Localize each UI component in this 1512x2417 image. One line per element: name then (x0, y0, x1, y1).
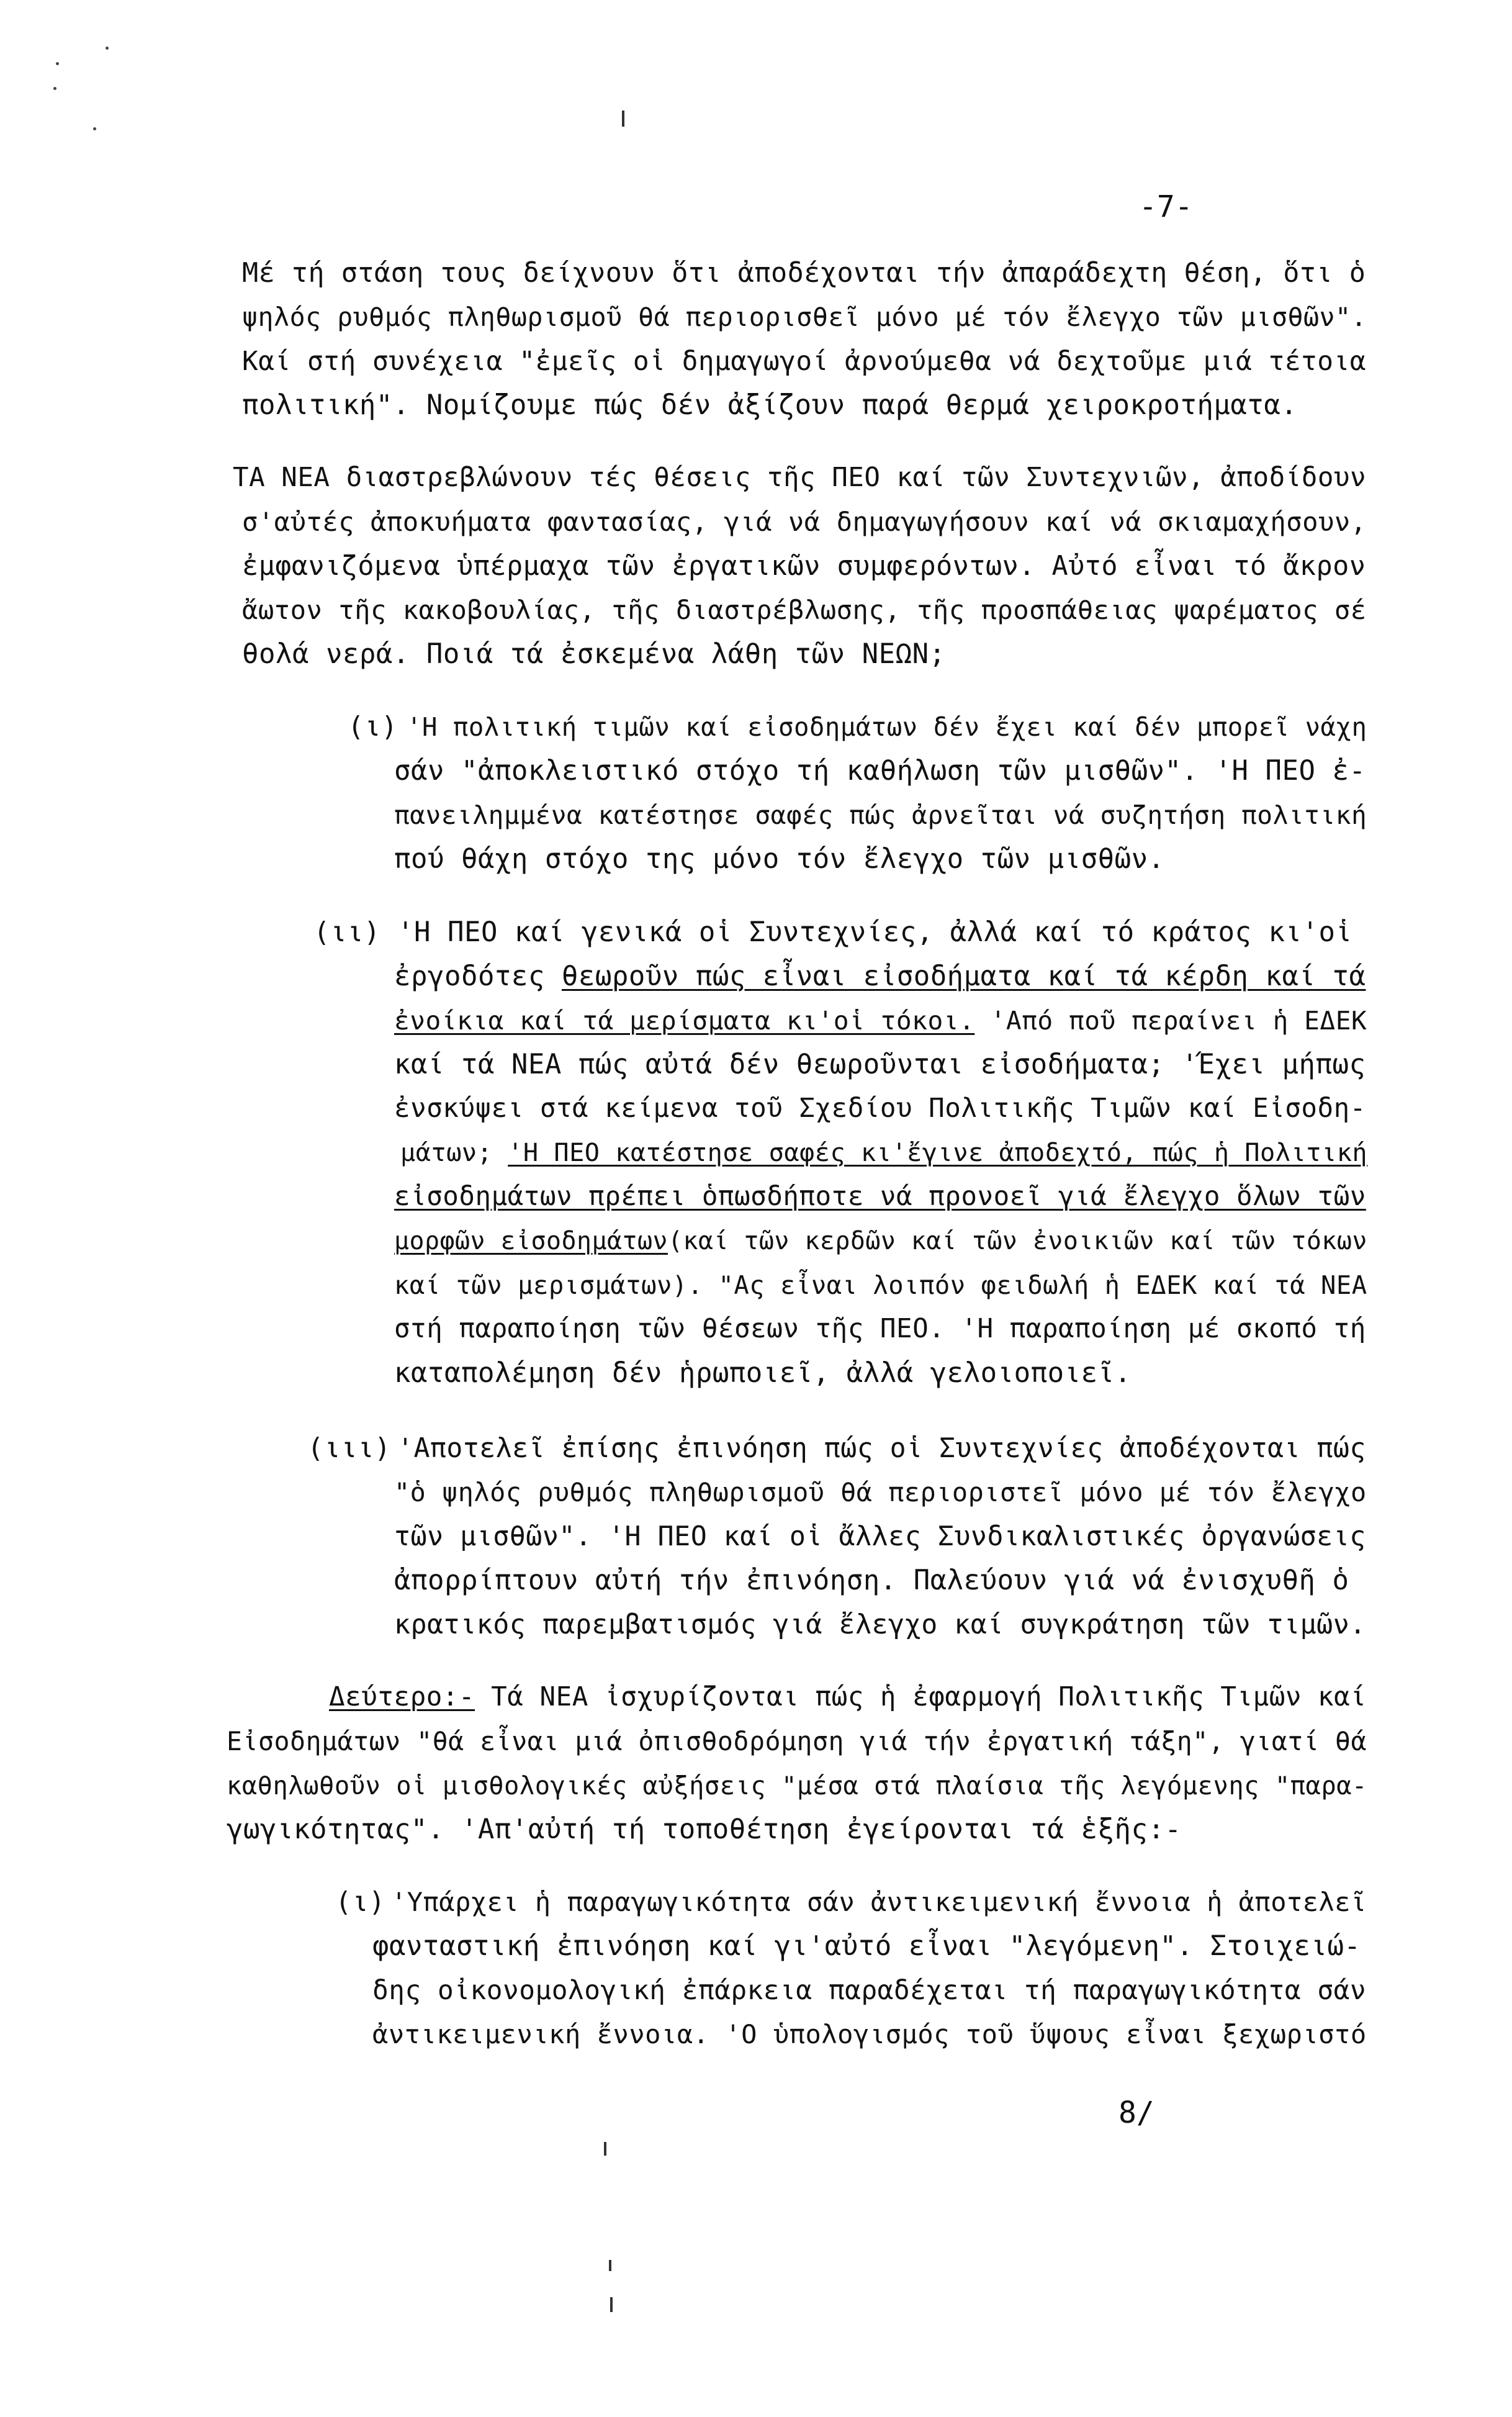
list-item-line (394, 1003, 1367, 1038)
list-item-line: κρατικός παρεμβατισμός γιά ἔλεγχο καί συγκράτηση τῶν τιμῶν. (394, 1609, 1366, 1640)
section-line: Εἰσοδημάτων "θά εἶναι μιά ὀπισθοδρόμηση γιά τήν ἐργατική τάξη", γιατί θά (227, 1726, 1367, 1756)
list-marker: (ι) (348, 711, 398, 743)
list-item-line: τῶν μισθῶν". 'Η ΠΕΟ καί οἱ ἄλλες Συνδικαλιστικές ὀργανώσεις (394, 1521, 1366, 1552)
list-item-line (400, 1136, 1367, 1170)
list-item-line: ἀπορρίπτουν αὐτή τήν ἐπινόηση. Παλεύουν γιά νά ἐνισχυθῆ ὁ (394, 1565, 1349, 1596)
page-number: -7- (1139, 189, 1193, 224)
plain-text: ἐργοδότες (394, 960, 562, 992)
list-item-line: 'Αποτελεῖ ἐπίσης ἐπινόηση πώς οἱ Συντεχνίες ἀποδέχονται πώς (397, 1433, 1366, 1464)
list-item-line (394, 1180, 1366, 1214)
list-item-line: 'Η ΠΕΟ καί γενικά οἱ Συντεχνίες, ἀλλά καί τό κράτος κι'οἱ (397, 916, 1352, 948)
scan-speck (53, 87, 56, 90)
paragraph-line: ἄωτον τῆς κακοβουλίας, τῆς διαστρέβλωσης, τῆς προσπάθειας ψαρέματος σέ (242, 595, 1367, 625)
intro-line: Μέ τή στάση τους δείχνουν ὅτι ἀποδέχονται τήν ἀπαράδεχτη θέση, ὅτι ὁ (242, 258, 1366, 289)
plain-text: 'Από ποῦ περαίνει ἡ ΕΔΕΚ (974, 1006, 1367, 1036)
list-item-line: "ὁ ψηλός ρυθμός πληθωρισμοῦ θά περιοριστεῖ μόνο μέ τόν ἔλεγχο (394, 1477, 1367, 1507)
intro-line: Καί στή συνέχεια "ἐμεῖς οἱ δημαγωγοί ἀρνούμεθα νά δεχτοῦμε μιά τέτοια (242, 346, 1367, 377)
underlined-text: 'Η ΠΕΟ κατέστησε σαφές κι'ἔγινε ἀποδεχτό, πώς ἡ Πολιτική (508, 1139, 1368, 1167)
scan-mark (622, 111, 624, 127)
section-line: καθηλωθοῦν οἱ μισθολογικές αὐξήσεις "μέσα στά πλαίσια τῆς λεγόμενης "παρα- (227, 1771, 1367, 1800)
plain-text: Τά ΝΕΑ ἰσχυρίζονται πώς ἡ ἐφαρμογή Πολιτικῆς Τιμῶν καί (475, 1682, 1367, 1712)
scan-mark (610, 2297, 613, 2312)
list-item-line: στή παραποίηση τῶν θέσεων τῆς ΠΕΟ. 'Η παραποίηση μέ σκοπό τή (394, 1314, 1366, 1344)
list-item-line: 'Υπάρχει ἡ παραγωγικότητα σάν ἀντικειμενική ἔννοια ἡ ἀποτελεῖ (391, 1887, 1367, 1917)
paragraph-line: ἐμφανιζόμενα ὑπέρμαχα τῶν ἐργατικῶν συμφερόντων. Αὐτό εἶναι τό ἄκρον (242, 551, 1366, 582)
list-item-line: δης οἰκονομολογική ἐπάρκεια παραδέχεται τή παραγωγικότητα σάν (372, 1975, 1367, 2006)
list-item-line: καταπολέμηση δέν ἡρωποιεῖ, ἀλλά γελοιοποιεῖ. (394, 1357, 1132, 1389)
plain-text: μάτων; (400, 1139, 508, 1167)
scan-speck (93, 127, 96, 130)
intro-line: πολιτική". Νομίζουμε πώς δέν ἀξίζουν παρά θερμά χειροκροτήματα. (242, 389, 1298, 421)
list-item-line (394, 1224, 1367, 1258)
list-item-line: 'Η πολιτική τιμῶν καί εἰσοδημάτων δέν ἔχει καί δέν μπορεῖ νάχη (407, 712, 1367, 742)
list-item-line: καί τά ΝΕΑ πώς αὐτά δέν θεωροῦνται εἰσοδήματα; 'Έχει μήπως (394, 1049, 1366, 1080)
list-item-line: ἐνσκύψει στά κείμενα τοῦ Σχεδίου Πολιτικῆς Τιμῶν καί Εἰσοδη- (394, 1093, 1366, 1124)
scan-mark (609, 2260, 611, 2271)
paragraph-line: σ'αὐτές ἀποκυήματα φαντασίας, γιά νά δημαγωγήσουν καί νά σκιαμαχήσουν, (242, 507, 1367, 537)
list-marker: (ιιι) (307, 1432, 391, 1464)
list-item-line: φανταστική ἐπινόηση καί γι'αὐτό εἶναι "λεγόμενη". Στοιχειώ- (372, 1930, 1361, 1962)
list-item-line: σάν "ἀποκλειστικό στόχο τή καθήλωση τῶν μισθῶν". 'Η ΠΕΟ ἐ- (394, 755, 1366, 787)
list-item-line: πανειλημμένα κατέστησε σαφές πώς ἀρνεῖται νά συζητήση πολιτική (394, 800, 1367, 830)
underlined-text: ἐνοίκια καί τά μερίσματα κι'οἱ τόκοι. (394, 1006, 975, 1036)
plain-text: (καί τῶν κερδῶν καί τῶν ἐνοικιῶν καί τῶν τόκων (667, 1227, 1367, 1255)
scan-mark (604, 2142, 606, 2156)
list-item-line: ἀντικειμενική ἔννοια. 'Ο ὑπολογισμός τοῦ ὕψους εἶναι ξεχωριστό (372, 2019, 1367, 2049)
list-marker: (ιι) (313, 916, 380, 948)
underlined-text: θεωροῦν πώς εἶναι εἰσοδήματα καί τά κέρδη καί τά (561, 960, 1366, 992)
paragraph-line: θολά νερά. Ποιά τά ἐσκεμένα λάθη τῶν ΝΕΩΝ; (242, 638, 946, 670)
section-heading: Δεύτερο:- (329, 1682, 475, 1712)
underlined-text: εἰσοδημάτων πρέπει ὁπωσδήποτε νά προνοεῖ γιά ἔλεγχο ὅλων τῶν (394, 1181, 1366, 1212)
section-line: γωγικότητας". 'Απ'αὐτή τή τοποθέτηση ἐγείρονται τά ἑξῆς:- (227, 1814, 1182, 1845)
list-item-line: πού θάχη στόχο της μόνο τόν ἔλεγχο τῶν μισθῶν. (394, 843, 1165, 875)
list-item-line (394, 959, 1366, 994)
underlined-text: μορφῶν εἰσοδημάτων (394, 1227, 668, 1255)
section-line (329, 1680, 1366, 1715)
continuation-marker: 8/ (1118, 2095, 1154, 2130)
list-item-line: καί τῶν μερισμάτων). "Ας εἶναι λοιπόν φειδωλή ἡ ΕΔΕΚ καί τά ΝΕΑ (394, 1270, 1367, 1300)
intro-line: ψηλός ρυθμός πληθωρισμοῦ θά περιορισθεῖ μόνο μέ τόν ἔλεγχο τῶν μισθῶν". (242, 302, 1367, 332)
scan-speck (106, 47, 109, 50)
list-marker: (ι) (335, 1886, 385, 1918)
scan-speck (56, 62, 59, 65)
paragraph-line: ΤΑ ΝΕΑ διαστρεβλώνουν τές θέσεις τῆς ΠΕΟ καί τῶν Συντεχνιῶν, ἀποδίδουν (233, 463, 1367, 493)
